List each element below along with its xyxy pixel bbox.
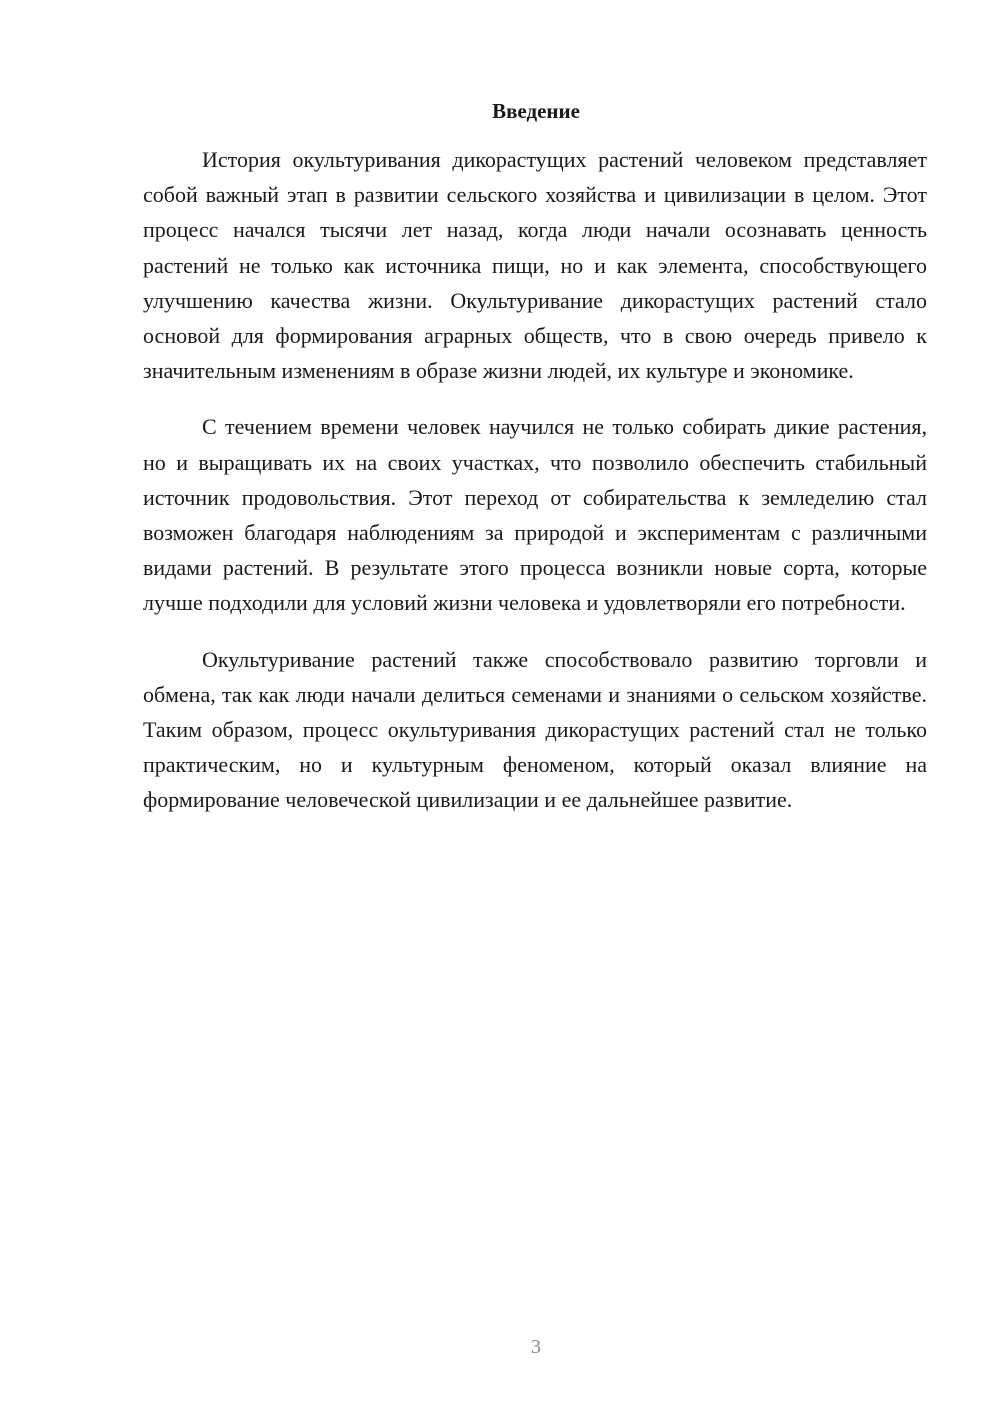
section-title: Введение: [492, 99, 580, 123]
paragraph-2: С течением времени человек научился не только собирать дикие растения, но и выращивать их на своих участках, что позволило обеспечить стабильный источник продовольствия. Этот переход от собирательства к земледелию стал возможен благодаря наблюдениям за природой и экспериментам с различными видами растений. В результате этого процесса возникли новые сорта, которые лучше подходили для условий жизни человека и удовлетворяли его потребности.: [143, 414, 927, 616]
paragraph-3: Окультуривание растений также способствовало развитию торговли и обмена, так как люди начали делиться семенами и знаниями о сельском хозяйстве. Таким образом, процесс окультуривания дикорастущих растений стал не только практическим, но и культурным феноменом, который оказал влияние на формирование человеческой цивилизации и ее дальнейшее развитие.: [143, 646, 927, 813]
body-text: [143, 142, 927, 839]
paragraph-1: История окультуривания дикорастущих растений человеком представляет собой важный этап в развитии сельского хозяйства и цивилизации в целом. Этот процесс начался тысячи лет назад, когда люди начали осознавать ценность растений не только как источника пищи, но и как элемента, способствующего улучшению качества жизни. Окультуривание дикорастущих растений стало основой для формирования аграрных обществ, что в свою очередь привело к значительным изменениям в образе жизни людей, их культуре и экономике.: [143, 147, 927, 384]
page-number: 3: [531, 1336, 541, 1358]
